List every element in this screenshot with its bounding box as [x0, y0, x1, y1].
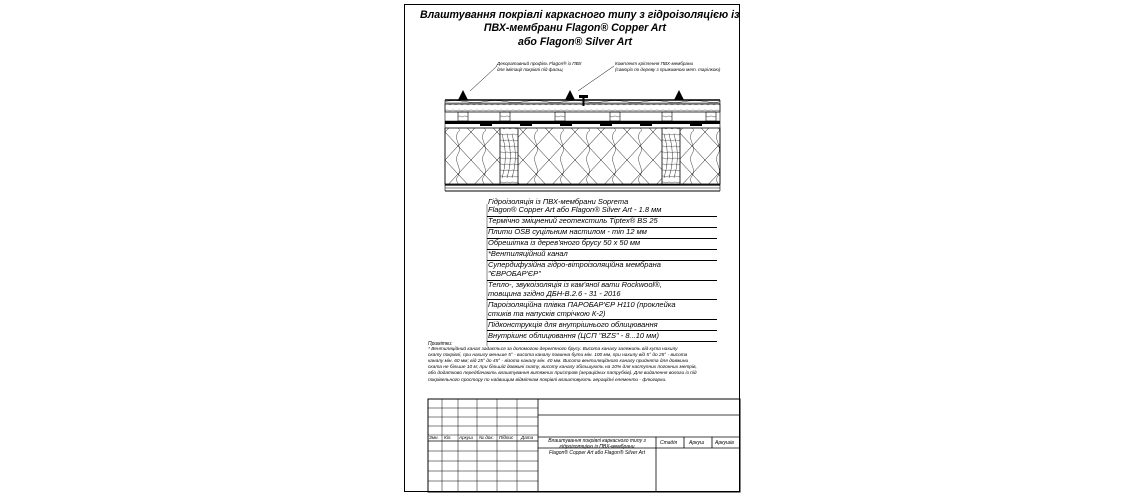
layer-diffusion-membrane	[487, 261, 717, 281]
callout-left-line-1: Декоративний профіль Flagon® із ПВХ	[497, 61, 582, 66]
insulation-layer	[445, 128, 720, 184]
callout-leaders	[470, 66, 614, 91]
stamp-description-line: Flagon® Copper Art або Flagon® Silver Art	[549, 450, 645, 456]
stamp-col-count: Кіл.	[444, 435, 452, 440]
callout-right-line-1: Комплект кріплення ПВХ-мембрани	[615, 61, 694, 66]
stamp-sheets-label: Аркушів	[715, 440, 734, 446]
layer-subconstruction	[487, 320, 717, 331]
stamp-col-sheet: Аркуш	[459, 435, 473, 440]
stamp-col-signature: Підпис	[499, 435, 514, 440]
layer-text: Flagon® Copper Art або Flagon® Silver Art - 1.8 мм	[488, 205, 662, 215]
notes-block	[428, 341, 740, 384]
stamp-description-line: гідроізоляцією із ПВХ-мембрани	[559, 444, 635, 450]
layer-text: *Вентиляційний канал	[488, 249, 568, 259]
layer-text: "ЄВРОБАР'ЄР"	[488, 269, 541, 279]
callout-right-line-2: (саморіз по дереву з прижимною мет. тарілкою)	[615, 66, 721, 72]
layer-geotextile	[487, 217, 717, 228]
layer-legend	[487, 197, 717, 342]
battens-layer	[445, 112, 720, 121]
stamp-stage-label: Стадія	[660, 440, 678, 446]
osb-layer	[445, 104, 720, 112]
stamp-sheet-label: Аркуш	[689, 440, 705, 446]
title-line-2: ПВХ-мембрани Flagon® Copper Art	[483, 22, 667, 35]
note-line: або додатково передбачають влаштування витяжних пристроїв (аераційних патрубків). Для видалення вологи із під	[428, 371, 697, 377]
layer-text: товщина згідно ДБН-В.2.6 - 31 - 2016	[488, 288, 621, 298]
layer-text: Плити OSB суцільним настилом - min 12 мм	[488, 227, 647, 237]
layer-pvc-membrane	[487, 197, 717, 217]
decorative-profiles	[458, 90, 684, 100]
layer-ventilation	[487, 250, 717, 261]
note-line: каналу мін. 60 мм; від 25° до 45° - візота каналу мін. 40 мм. Висота вентиляційного каналу прийнята для довжини	[428, 359, 689, 365]
layer-text: Супердифузійна гідро-вітроізоляційна мембрана	[488, 260, 661, 270]
layer-text: Гідроізоляція із ПВХ-мембрани Soprema	[488, 196, 629, 206]
layer-text: Тепло-, звукоізоляція із кам'яної вати Rockwool®,	[488, 280, 662, 290]
stamp-col-change: Змн.	[429, 435, 439, 440]
layer-text: стиків та напусків стрічкою К-2)	[488, 308, 606, 318]
layer-battens	[487, 239, 717, 250]
stamp-description	[540, 438, 654, 456]
layer-insulation	[487, 281, 717, 301]
layer-vapour-barrier	[487, 300, 717, 320]
diffusion-membrane	[445, 121, 720, 126]
note-line: ската не більше 10 м; при більшій довжині скату, висоту каналу збільшують на 10% для наступних погонних метрів,	[428, 365, 697, 371]
title-line-3: або Flagon® Silver Art	[517, 35, 633, 48]
note-line: покрівельного простору по найвищим відміткам покрівлі влаштовують аераційні елементи - флюгарки.	[428, 377, 667, 383]
title-line-1: Влаштування покрівлі каркасного типу з гідроізоляцією із	[420, 9, 740, 21]
layer-text: Обрешітка із дерев'яного брусу 50 х 50 мм	[488, 238, 641, 248]
callout-left-line-2: для імітації покрівлі під фальц	[497, 66, 563, 72]
layer-text: Підконструкція для внутрішнього облицювання	[488, 319, 658, 329]
notes-heading: Примітки:	[428, 341, 453, 347]
layer-text: Пароізоляційна плівка ПАРОБАР'ЄР Н110 (проклейка	[488, 299, 676, 309]
stamp-col-doc: № док.	[479, 435, 494, 440]
stamp-col-date: Дата	[521, 435, 534, 440]
note-line: * Вентиляційний канал задається за допомогою дерев'яного брусу. Висота каналу залежить від кута нахилу	[428, 347, 678, 353]
layer-osb	[487, 228, 717, 239]
layer-text: Термічно зміцнений геотекстиль Tiptex® BS 25	[488, 216, 658, 226]
layer-text: Внутрішнє облицювання (ЦСП "BZS" - 8...10 мм)	[488, 330, 659, 340]
stamp-description-line: Влаштування покрівлі каркасного типу з	[548, 438, 646, 444]
note-line: скату покрівлі, при нахилу меньше 5° - висота каналу повинна бути мін. 100 мм, при нахилу від 5° до 25° - висота	[428, 353, 688, 359]
